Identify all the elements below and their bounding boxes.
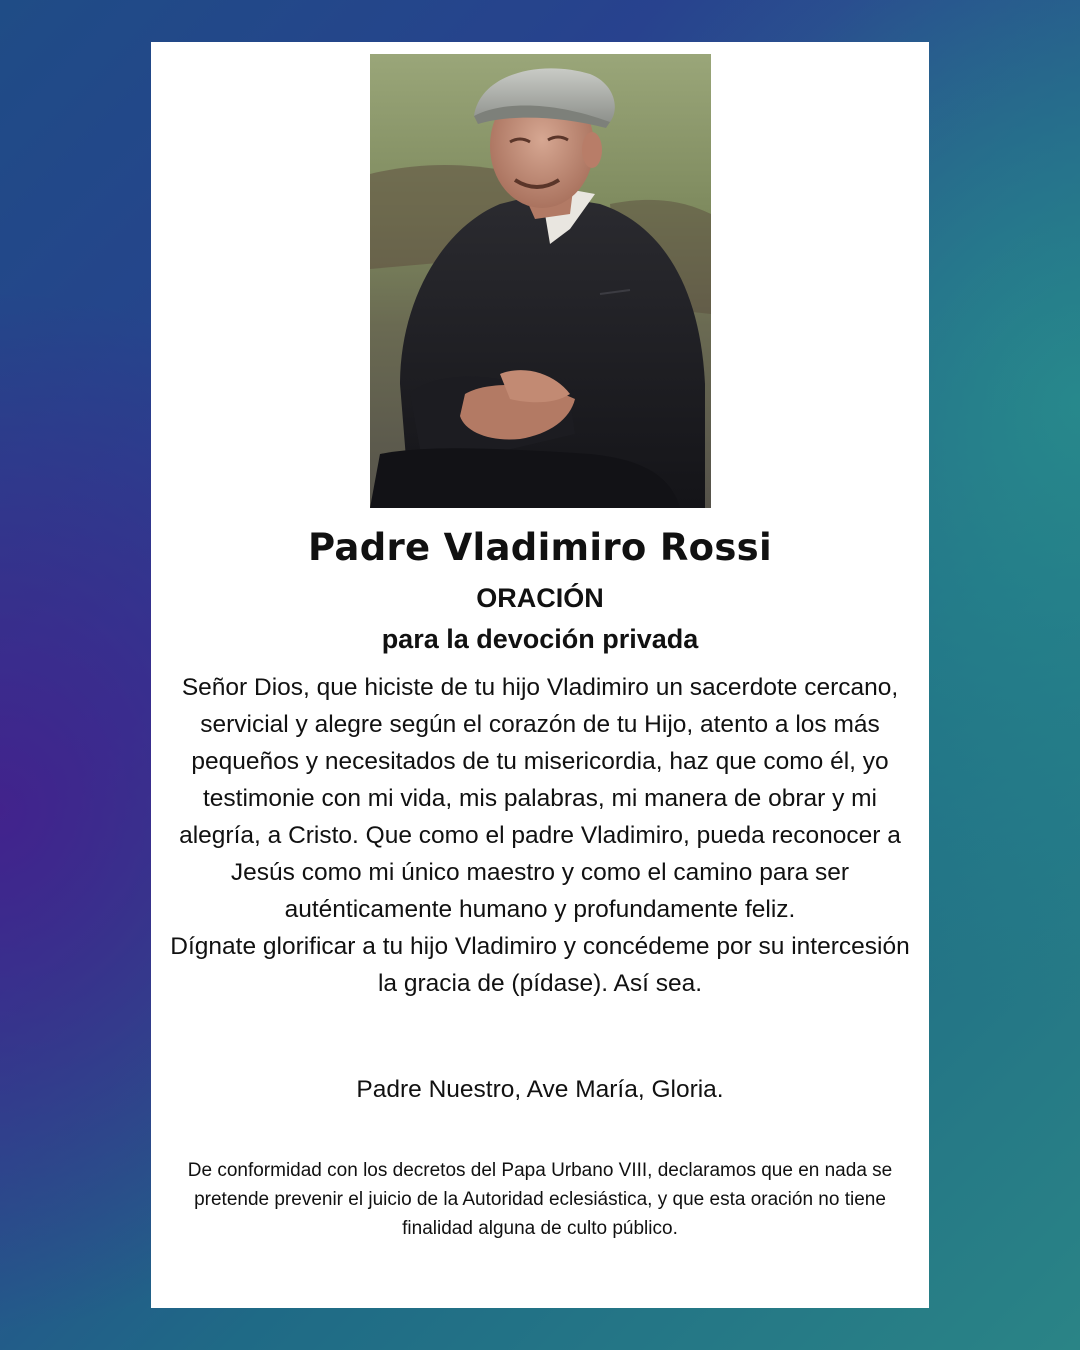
prayer-card — [151, 42, 929, 1308]
priest-name: Padre Vladimiro Rossi — [308, 526, 772, 569]
prayer-subheading: para la devoción privada — [381, 624, 699, 654]
prayer-paragraph: Señor Dios, que hiciste de tu hijo Vladimiro un sacerdote cercano, servicial y alegre según el corazón de tu Hijo, atento a los más pequeños y necesitados de tu misericordia, haz que como él, yo testimonie con mi vida, mis palabras, mi manera de obrar y mi alegría, a Cristo. Que como el padre Vladimiro, pueda reconocer a Jesús como mi único maestro y como el camino para ser auténticamente humano y profundamente feliz. — [179, 674, 901, 923]
prayer-heading: ORACIÓN — [476, 583, 604, 613]
prayer-text — [161, 669, 919, 1002]
prayer-paragraph: Dígnate glorificar a tu hijo Vladimiro y concédeme por su intercesión la gracia de (pídase). Así sea. — [170, 933, 910, 997]
prayer-closing: Padre Nuestro, Ave María, Gloria. — [356, 1076, 724, 1103]
portrait-photo — [370, 54, 711, 508]
disclaimer-text: De conformidad con los decretos del Papa Urbano VIII, declaramos que en nada se pretende prevenir el juicio de la Autoridad eclesiástica, y que esta oración no tiene finalidad alguna de culto público. — [187, 1160, 893, 1239]
portrait-illustration — [370, 54, 711, 508]
